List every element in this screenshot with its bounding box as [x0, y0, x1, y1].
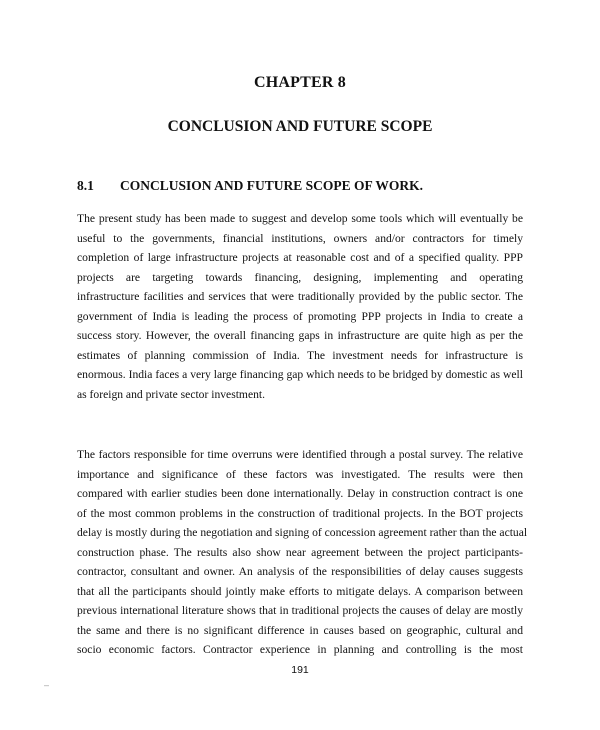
paragraph-line: construction phase. The results also show near agreement between the project participants- — [77, 545, 523, 559]
footer-mark: – — [44, 680, 50, 690]
paragraph-line: contractor, consultant and owner. An analysis of the responsibilities of delay causes suggests — [77, 565, 523, 579]
paragraph-line: delay is mostly during the negotiation and signing of concession agreement rather than the actual — [77, 526, 528, 540]
paragraph-line: projects are targeting towards financing, designing, implementing and operating — [77, 270, 523, 284]
paragraph-line: estimates of planning commission of India. The investment needs for infrastructure is — [77, 348, 523, 362]
paragraph-line: The factors responsible for time overruns were identified through a postal survey. The relative — [77, 448, 523, 461]
paragraph-line: useful to the governments, financial institutions, owners and/or contractors for timely — [77, 231, 523, 245]
paragraph-2 — [77, 448, 528, 664]
section-heading — [77, 178, 423, 194]
paragraph-line: infrastructure facilities and services that were traditionally provided by the public sector. The — [77, 290, 523, 304]
page-number: 191 — [291, 664, 309, 676]
paragraph-line: the same and there is no significant difference in causes based on geographic, cultural and — [77, 623, 523, 637]
chapter-title: CONCLUSION AND FUTURE SCOPE — [167, 118, 433, 135]
section-title: CONCLUSION AND FUTURE SCOPE OF WORK. — [120, 178, 424, 193]
paragraph-line: completion of large infrastructure projects at reasonable cost and of a specified quality. PPP — [77, 251, 523, 265]
paragraph-1 — [77, 213, 523, 408]
paragraph-line: government of India is leading the process of promoting PPP projects in India to create a — [77, 309, 523, 323]
chapter-number: CHAPTER 8 — [253, 74, 347, 91]
paragraph-line: of the most common problems in the construction of traditional projects. In the BOT projects — [77, 506, 523, 520]
paragraph-line: previous international literature shows that in traditional projects the causes of delay are mostly — [77, 604, 523, 618]
paragraph-line: socio economic factors. Contractor experience in planning and controlling is the most — [77, 643, 523, 657]
paragraph-line: importance and significance of these factors was investigated. The results were then — [77, 467, 523, 481]
paragraph-line: The present study has been made to suggest and develop some tools which will eventually be — [77, 212, 523, 225]
paragraph-line: compared with earlier studies been done internationally. Delay in construction contract is one — [77, 487, 523, 501]
paragraph-line: success story. However, the overall financing gaps in infrastructure are quite high as per the — [77, 329, 523, 343]
paragraph-line: that all the participants should jointly make efforts to mitigate delays. A comparison between — [77, 584, 523, 598]
section-number: 8.1 — [77, 178, 94, 193]
paragraph-line: enormous. India faces a very large financing gap which needs to be bridged by domestic as well — [77, 368, 523, 382]
paragraph-line: as foreign and private sector investment. — [77, 387, 266, 401]
